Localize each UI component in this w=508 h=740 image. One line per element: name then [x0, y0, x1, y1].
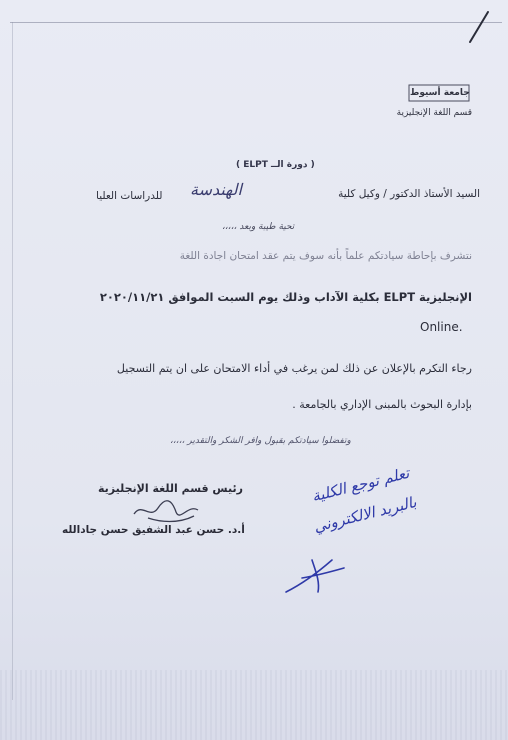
body-line-2: الإنجليزية ELPT بكلية الآداب وذلك يوم السبت الموافق ٢٠٢٠/١١/٢١	[99, 290, 472, 304]
chair-signature	[128, 494, 208, 526]
scan-top-edge	[10, 22, 502, 23]
body-line-1: نتشرف بإحاطة سيادتكم علماً بأنه سوف يتم عقد امتحان اجادة اللغة	[179, 250, 472, 262]
department-name: قسم اللغة الإنجليزية	[396, 108, 472, 118]
blue-signature	[282, 548, 352, 598]
handwritten-note-line-1: تعلم توجع الكلية	[310, 463, 412, 506]
salutation-suffix: للدراسات العليا	[96, 190, 163, 202]
scan-noise-band	[0, 670, 508, 740]
body-line-5: بإدارة البحوث بالمبنى الإداري بالجامعة .	[292, 398, 472, 411]
handwritten-note-line-2: بالبريد الالكتروني	[311, 492, 419, 536]
closing-line: وتفضلوا سيادتكم بقبول وافر الشكر والتقدير ،،،،،	[170, 436, 351, 446]
body-line-4: رجاء التكرم بالإعلان عن ذلك لمن يرغب في أداء الامتحان على ان يتم التسجيل	[116, 362, 472, 375]
handwritten-slash-mark	[462, 8, 492, 48]
signatory-title: رئيس قسم اللغة الإنجليزية	[98, 482, 243, 495]
body-line-3: Online.	[420, 320, 463, 334]
handwritten-note	[303, 458, 420, 542]
faculty-handwritten: الهندسة	[190, 180, 242, 199]
signatory-name: أ.د. حسن عبد الشفيق حسن جادالله	[62, 524, 245, 536]
scan-left-edge	[12, 22, 13, 700]
session-line: ( دورة الــ ELPT )	[236, 160, 315, 170]
salutation-prefix: السيد الأستاذ الدكتور / وكيل كلية	[338, 188, 480, 200]
university-name: جامعة أسيوط	[410, 88, 470, 98]
greeting: تحية طيبة وبعد ،،،،،	[222, 222, 295, 232]
